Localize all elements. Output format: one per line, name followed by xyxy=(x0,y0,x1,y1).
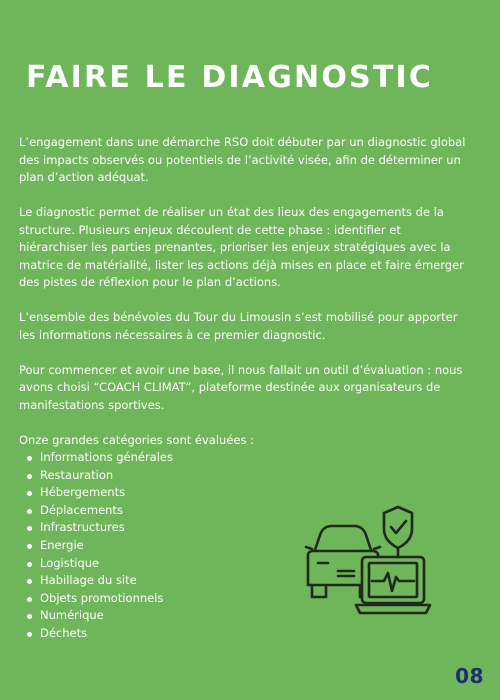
page-number: 08 xyxy=(455,664,484,688)
list-item-label: Objets promotionnels xyxy=(40,590,164,605)
list-item-label: Déplacements xyxy=(40,502,123,517)
list-item-label: Restauration xyxy=(40,467,114,482)
list-item xyxy=(27,449,469,467)
paragraph-volunteers: L’ensemble des bénévoles du Tour du Limousin s’est mobilisé pour apporter les informations nécessaires à ce premier diagnostic. xyxy=(19,310,458,342)
list-item-label: Déchets xyxy=(40,625,88,640)
list-item xyxy=(27,467,469,485)
bullet-icon xyxy=(27,509,32,514)
bullet-icon xyxy=(27,456,32,461)
bullet-icon xyxy=(27,526,32,531)
list-item xyxy=(27,484,469,502)
laptop-icon xyxy=(356,557,430,613)
bullet-icon xyxy=(27,632,32,637)
bullet-icon xyxy=(27,614,32,619)
bullet-icon xyxy=(27,474,32,479)
page-title: FAIRE LE DIAGNOSTIC xyxy=(26,60,434,95)
shield-icon xyxy=(384,507,412,548)
list-item-label: Habillage du site xyxy=(40,573,137,588)
list-item-label: Energie xyxy=(40,537,84,552)
bullet-icon xyxy=(27,562,32,567)
car-laptop-shield-icon xyxy=(300,505,440,630)
list-item-label: Numérique xyxy=(40,608,104,623)
list-item-label: Infrastructures xyxy=(40,520,125,535)
paragraph-diagnostic: Le diagnostic permet de réaliser un état des lieux des engagements de la structure. Plusieurs enjeux découlent de cette phase : identifier et hiérarchiser les parties prenantes, prioriser les enjeux stratégiques avec la matrice de matérialité, lister les actions déjà mises en place et faire émerger des pistes de réflexion pour le plan d’actions. xyxy=(19,205,464,289)
bullet-icon xyxy=(27,597,32,602)
list-item-label: Hébergements xyxy=(40,485,126,500)
paragraph-intro: L’engagement dans une démarche RSO doit débuter par un diagnostic global des impacts observés ou potentiels de l’activité visée, afin de déterminer un plan d’action adéquat. xyxy=(19,135,466,184)
bullet-icon xyxy=(27,491,32,496)
paragraph-tool: Pour commencer et avoir une base, il nous fallait un outil d’évaluation : nous avons choisi “COACH CLIMAT”, plateforme destinée aux organisateurs de manifestations sportives. xyxy=(19,362,463,412)
bullet-icon xyxy=(27,544,32,549)
categories-intro: Onze grandes catégories sont évaluées : xyxy=(19,432,254,447)
list-item-label: Logistique xyxy=(40,555,100,570)
bullet-icon xyxy=(27,579,32,584)
list-item-label: Informations générales xyxy=(40,450,173,464)
